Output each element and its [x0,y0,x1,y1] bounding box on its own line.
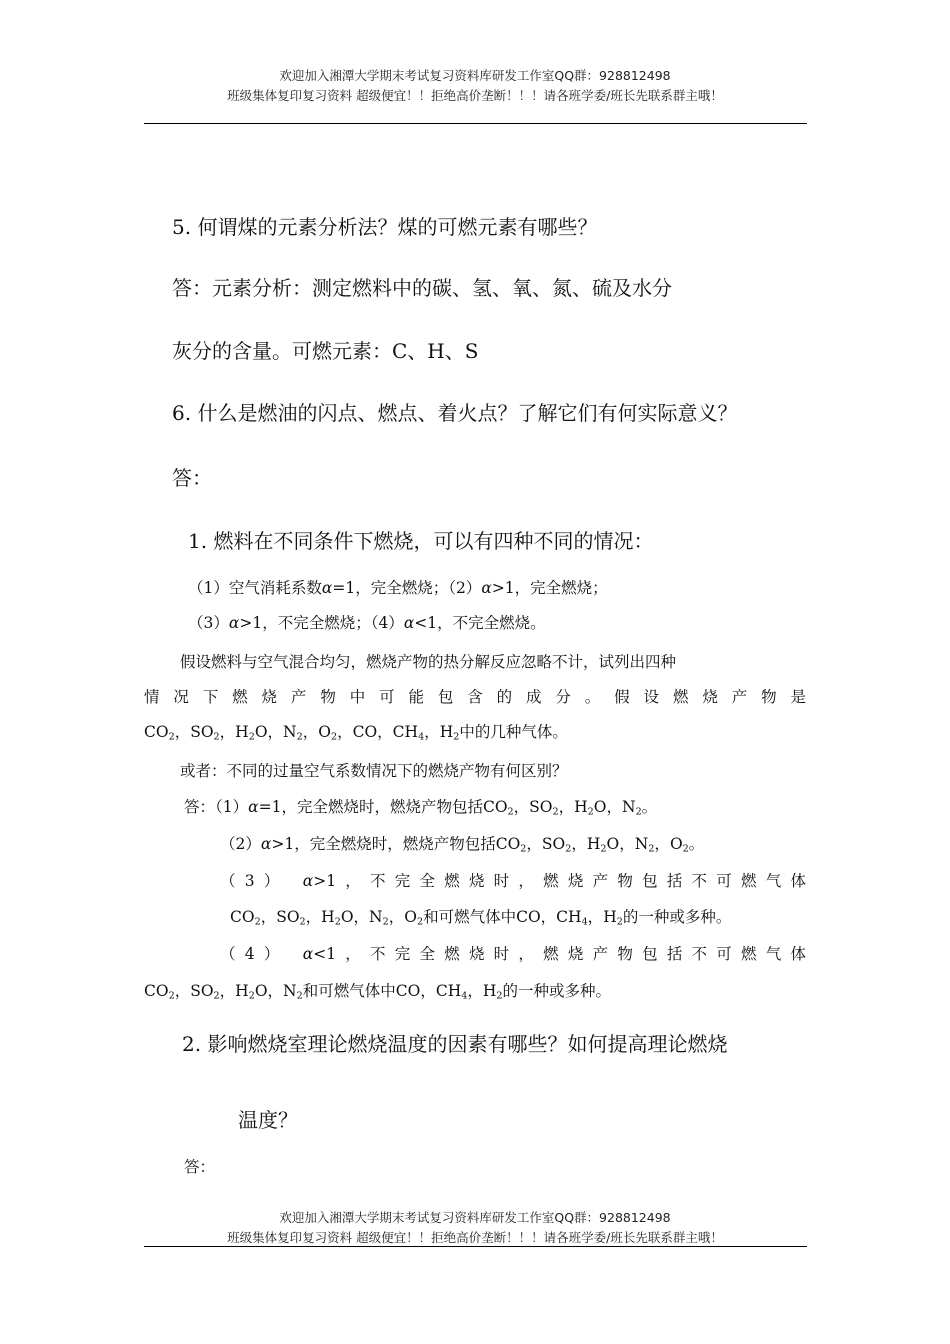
footer-line-1: 欢迎加入湘潭大学期末考试复习资料库研发工作室QQ群：928812498 [279,1210,671,1225]
footer-rule [144,1246,807,1247]
problem-1-title: 1. 燃料在不同条件下燃烧，可以有四种不同的情况： [188,529,654,553]
page-footer [0,1208,950,1248]
answer-case-4-line-2: $CO_2$，$SO_2$，$H_2O$，$N_2$和可燃气体中CO，$CH_4$，$H_2$的一种或多种。 [144,982,611,1002]
cases-text: >1，完全燃烧； [491,579,608,597]
alpha-symbol: α [403,614,415,632]
cases-text: （3） [188,614,229,632]
answer-5-line-1: 答：元素分析：测定燃料中的碳、氢、氧、氮、硫及水分 [172,276,672,300]
answer-case-3-line-2: $CO_2$，$SO_2$，$H_2O$，$N_2$，$O_2$和可燃气体中CO，$CH_4$，$H_2$的一种或多种。 [230,908,732,928]
problem-2-title-line-1: 2. 影响燃烧室理论燃烧温度的因素有哪些？如何提高理论燃烧 [182,1032,728,1056]
alpha-symbol: α [302,872,314,890]
footer-line-2: 班级集体复印复习资料 超级便宜！！拒绝高价垄断！！！请各班学委/班长先联系群主哦！ [227,1230,723,1245]
answer-6-label: 答： [172,466,212,490]
alpha-symbol: α [248,798,259,816]
question-6: 6. 什么是燃油的闪点、燃点、着火点？了解它们有何实际意义？ [172,401,738,425]
alpha-symbol: α [302,945,314,963]
cases-text: =1，完全燃烧；（2） [332,579,482,597]
cases-text: >1，不完全燃烧；（4） [239,614,404,632]
cases-line-2 [188,611,546,633]
question-5: 5. 何谓煤的元素分析法？煤的可燃元素有哪些？ [172,215,598,239]
cases-text: （1）空气消耗系数 [188,579,322,597]
cases-line-1 [188,576,608,598]
answer-case-1: 答：（1）α=1，完全燃烧时，燃烧产物包括$CO_2$，$SO_2$，$H_2O$，$N_2$。 [184,798,658,818]
header-rule [144,123,807,124]
answer-case-3-line-1: （3） α>1，不完全燃烧时，燃烧产物包括不可燃气体 [220,872,806,890]
alternative-question: 或者：不同的过量空气系数情况下的燃烧产物有何区别？ [180,762,568,780]
assume-line-2: 情况下燃烧产物中可能包含的成分。假设燃烧产物是 [144,688,806,706]
problem-2-title-line-2: 温度？ [238,1108,298,1132]
cases-text: <1，不完全燃烧。 [414,614,546,632]
alpha-symbol: α [228,614,240,632]
answer-5-line-2: 灰分的含量。可燃元素：C、H、S [172,339,479,363]
assume-line-1: 假设燃料与空气混合均匀，燃烧产物的热分解反应忽略不计，试列出四种 [180,653,677,671]
alpha-symbol: α [321,579,333,597]
answer-2-label: 答： [184,1158,216,1176]
answer-case-2: （2）α>1，完全燃烧时，燃烧产物包括$CO_2$，$SO_2$，$H_2O$，$N_2$，$O_2$。 [220,835,705,855]
page-header [0,66,950,106]
alpha-symbol: α [481,579,492,597]
gases-list: $CO_2$，$SO_2$，$H_2O$，$N_2$，$O_2$，CO，$CH_4$，$H_2$中的几种气体。 [144,723,568,743]
header-line-2: 班级集体复印复习资料 超级便宜！！拒绝高价垄断！！！请各班学委/班长先联系群主哦！ [227,88,723,103]
answer-case-4-line-1: （4） α<1，不完全燃烧时，燃烧产物包括不可燃气体 [220,945,806,963]
alpha-symbol: α [260,835,272,853]
header-line-1: 欢迎加入湘潭大学期末考试复习资料库研发工作室QQ群：928812498 [279,68,671,83]
